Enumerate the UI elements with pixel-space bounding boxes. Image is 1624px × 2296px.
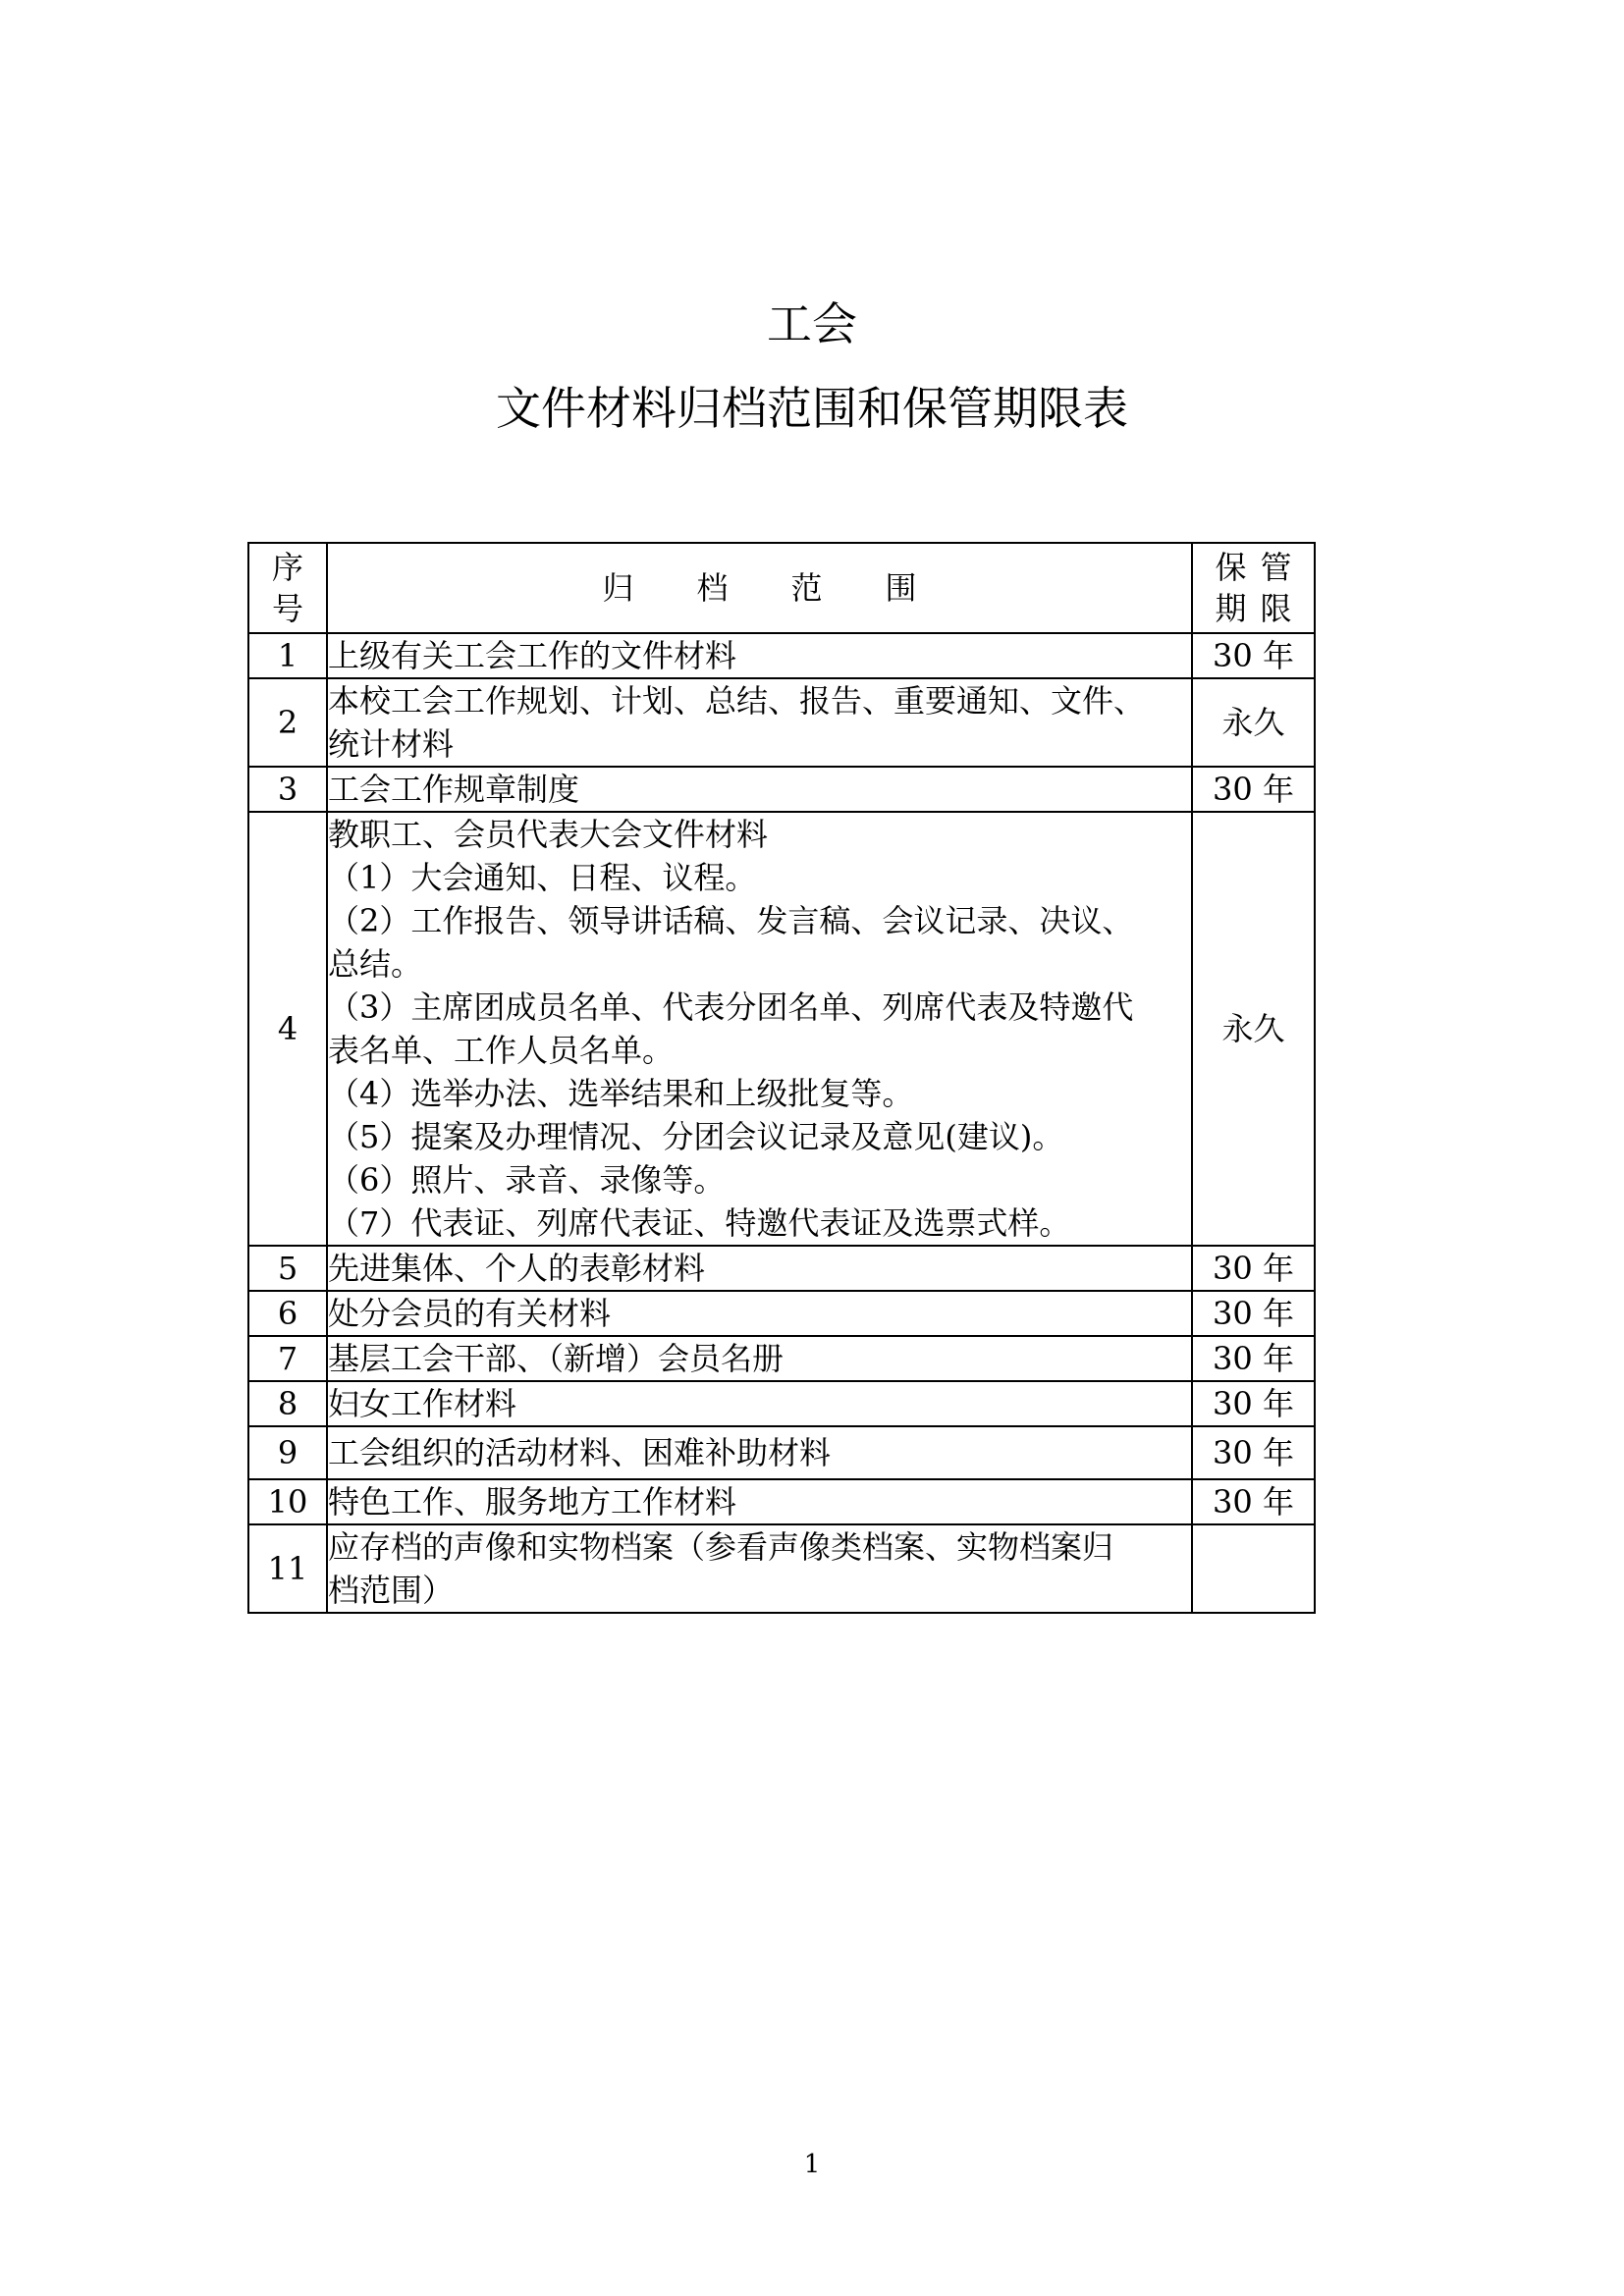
header-retention-period <box>1192 543 1315 633</box>
serial-number-cell: 4 <box>248 812 327 1246</box>
header-retention-period-line-2: 期限 <box>1215 590 1306 627</box>
archive-scope-table <box>247 542 1316 1614</box>
table-row <box>248 1246 1315 1291</box>
archive-scope-cell <box>327 812 1192 1246</box>
header-archive-scope <box>327 543 1192 633</box>
archive-scope-line: （3）主席团成员名单、代表分团名单、列席代表及特邀代 <box>328 988 1134 1026</box>
archive-scope-cell <box>327 1524 1192 1613</box>
table-row <box>248 1336 1315 1381</box>
archive-scope-cell <box>327 678 1192 767</box>
header-serial-number-line-1: 序 <box>271 549 303 586</box>
serial-number-cell: 1 <box>248 633 327 678</box>
header-archive-scope-label: 归档范围 <box>602 569 980 607</box>
archive-scope-line: （7）代表证、列席代表证、特邀代表证及选票式样。 <box>328 1204 1071 1242</box>
serial-number-cell: 9 <box>248 1426 327 1479</box>
archive-scope-cell <box>327 1246 1192 1291</box>
retention-period-cell: 30 年 <box>1192 1426 1315 1479</box>
serial-number-cell: 5 <box>248 1246 327 1291</box>
serial-number-cell: 8 <box>248 1381 327 1426</box>
archive-scope-line: 表名单、工作人员名单。 <box>328 1032 675 1069</box>
header-serial-number <box>248 543 327 633</box>
archive-scope-line: 工会工作规章制度 <box>328 771 580 808</box>
archive-scope-line: 上级有关工会工作的文件材料 <box>328 637 737 674</box>
serial-number-cell: 2 <box>248 678 327 767</box>
serial-number-cell: 10 <box>248 1479 327 1524</box>
table-row <box>248 1291 1315 1336</box>
table-body <box>248 633 1315 1613</box>
archive-scope-line: （2）工作报告、领导讲话稿、发言稿、会议记录、决议、 <box>328 902 1134 939</box>
archive-scope-line: 本校工会工作规划、计划、总结、报告、重要通知、文件、 <box>328 682 1146 720</box>
serial-number-cell: 3 <box>248 767 327 812</box>
archive-scope-line: 应存档的声像和实物档案（参看声像类档案、实物档案归 <box>328 1528 1114 1566</box>
retention-period-cell: 30 年 <box>1192 1479 1315 1524</box>
table-row <box>248 1381 1315 1426</box>
archive-scope-cell <box>327 1381 1192 1426</box>
archive-scope-line: 特色工作、服务地方工作材料 <box>328 1483 737 1521</box>
retention-period-cell: 30 年 <box>1192 1246 1315 1291</box>
archive-scope-line: （1）大会通知、日程、议程。 <box>328 859 757 896</box>
archive-scope-line: 总结。 <box>328 945 423 983</box>
retention-period-cell <box>1192 1524 1315 1613</box>
archive-scope-line: 基层工会干部、（新增）会员名册 <box>328 1340 785 1377</box>
serial-number-cell: 7 <box>248 1336 327 1381</box>
archive-scope-line: 先进集体、个人的表彰材料 <box>328 1250 706 1287</box>
retention-period-cell: 永久 <box>1192 812 1315 1246</box>
table-row <box>248 678 1315 767</box>
archive-scope-line: 统计材料 <box>328 725 455 763</box>
archive-scope-line: 档范围） <box>328 1572 455 1609</box>
serial-number-cell: 6 <box>248 1291 327 1336</box>
table-row <box>248 1479 1315 1524</box>
page-number: 1 <box>803 2150 821 2179</box>
document-title: 工会 <box>767 297 857 350</box>
table-row <box>248 633 1315 678</box>
archive-scope-line: （4）选举办法、选举结果和上级批复等。 <box>328 1075 914 1112</box>
archive-scope-line: （5）提案及办理情况、分团会议记录及意见(建议)。 <box>328 1118 1064 1155</box>
table-row <box>248 1524 1315 1613</box>
retention-period-cell: 30 年 <box>1192 1381 1315 1426</box>
table-row <box>248 1426 1315 1479</box>
archive-scope-cell <box>327 1336 1192 1381</box>
archive-scope-cell <box>327 1479 1192 1524</box>
archive-scope-line: （6）照片、录音、录像等。 <box>328 1161 726 1199</box>
archive-scope-cell <box>327 767 1192 812</box>
header-retention-period-line-1: 保管 <box>1215 549 1306 586</box>
serial-number-cell: 11 <box>248 1524 327 1613</box>
retention-period-cell: 30 年 <box>1192 767 1315 812</box>
retention-period-cell: 30 年 <box>1192 1291 1315 1336</box>
archive-scope-line: 处分会员的有关材料 <box>328 1295 612 1332</box>
retention-period-cell: 30 年 <box>1192 633 1315 678</box>
table-row <box>248 812 1315 1246</box>
table-row <box>248 767 1315 812</box>
archive-scope-line: 工会组织的活动材料、困难补助材料 <box>328 1434 832 1471</box>
document-subtitle: 文件材料归档范围和保管期限表 <box>496 382 1128 435</box>
retention-period-cell: 永久 <box>1192 678 1315 767</box>
archive-scope-cell <box>327 633 1192 678</box>
archive-scope-line: 教职工、会员代表大会文件材料 <box>328 816 769 853</box>
retention-period-cell: 30 年 <box>1192 1336 1315 1381</box>
header-serial-number-line-2: 号 <box>271 590 303 627</box>
archive-scope-line: 妇女工作材料 <box>328 1385 517 1422</box>
archive-scope-cell <box>327 1426 1192 1479</box>
archive-scope-cell <box>327 1291 1192 1336</box>
table-header-row <box>248 543 1315 633</box>
